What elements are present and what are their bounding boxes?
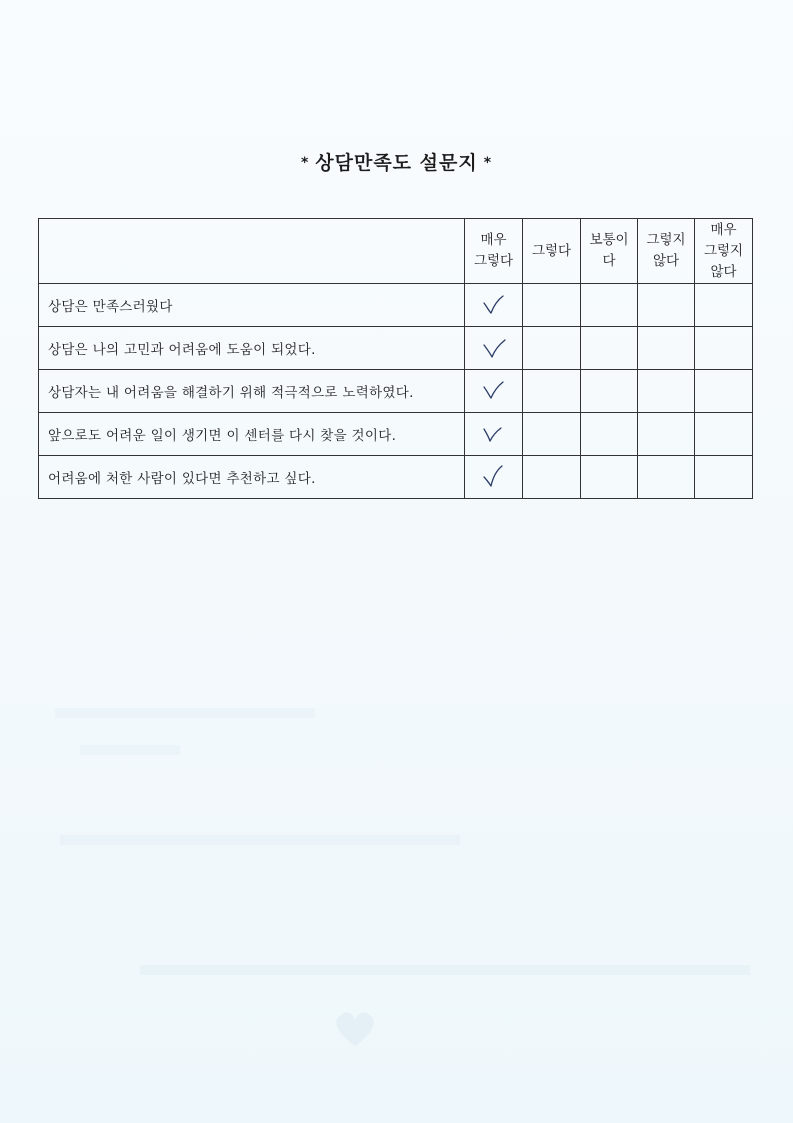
- faded-bleedthrough-line: [80, 745, 180, 755]
- question-row: [39, 327, 753, 370]
- check-icon: [465, 422, 522, 446]
- check-icon: [465, 465, 522, 489]
- faded-bleedthrough-line: [55, 708, 315, 718]
- column-header-agree: [523, 219, 581, 284]
- rating-cell[interactable]: [523, 413, 581, 456]
- header-line: 않다: [652, 253, 680, 269]
- header-line: 그렇다: [473, 253, 514, 269]
- faded-logo-icon: [330, 1008, 380, 1048]
- rating-cell[interactable]: [638, 456, 695, 499]
- rating-cell[interactable]: [523, 284, 581, 327]
- rating-cell[interactable]: [638, 284, 695, 327]
- check-icon: [465, 336, 522, 360]
- header-line: 매우: [480, 232, 507, 248]
- question-text: 앞으로도 어려운 일이 생기면 이 센터를 다시 찾을 것이다.: [39, 413, 465, 456]
- header-line: 그렇지: [703, 242, 744, 259]
- check-icon: [465, 293, 522, 317]
- rating-cell[interactable]: [581, 413, 638, 456]
- header-line: 그렇지: [646, 232, 686, 248]
- title-star-right: *: [483, 155, 493, 171]
- question-text: 상담은 만족스러웠다: [39, 284, 465, 327]
- rating-cell[interactable]: [638, 413, 695, 456]
- rating-cell[interactable]: [523, 370, 581, 413]
- header-line: 다: [602, 253, 616, 269]
- column-header-very-disagree: [695, 219, 753, 284]
- column-header-neutral: [581, 219, 638, 284]
- question-text: 상담자는 내 어려움을 해결하기 위해 적극적으로 노력하였다.: [39, 370, 465, 413]
- rating-cell[interactable]: [465, 456, 523, 499]
- rating-cell[interactable]: [638, 327, 695, 370]
- header-line: 보통이: [589, 232, 629, 248]
- header-line: 않다: [710, 263, 737, 280]
- question-row: [39, 456, 753, 499]
- faded-bleedthrough-line: [140, 965, 750, 975]
- question-header-cell: [39, 219, 465, 284]
- title-text: 상담만족도 설문지: [315, 152, 478, 174]
- rating-cell[interactable]: [581, 284, 638, 327]
- question-text: 어려움에 처한 사람이 있다면 추천하고 싶다.: [39, 456, 465, 499]
- rating-cell[interactable]: [465, 327, 523, 370]
- question-text: 상담은 나의 고민과 어려움에 도움이 되었다.: [39, 327, 465, 370]
- faded-bleedthrough-line: [60, 835, 460, 845]
- rating-cell[interactable]: [581, 456, 638, 499]
- rating-cell[interactable]: [465, 370, 523, 413]
- rating-cell[interactable]: [581, 370, 638, 413]
- question-row: [39, 413, 753, 456]
- rating-cell[interactable]: [465, 284, 523, 327]
- title-star-left: *: [300, 155, 310, 171]
- rating-cell[interactable]: [523, 456, 581, 499]
- page-title: [0, 148, 793, 175]
- rating-cell[interactable]: [695, 284, 753, 327]
- question-row: [39, 370, 753, 413]
- survey-body: [39, 284, 753, 499]
- header-line: 그렇다: [531, 242, 572, 259]
- question-row: [39, 284, 753, 327]
- column-header-disagree: [638, 219, 695, 284]
- rating-cell[interactable]: [581, 327, 638, 370]
- header-line: 매우: [710, 221, 737, 238]
- rating-cell[interactable]: [695, 370, 753, 413]
- check-icon: [465, 379, 522, 403]
- rating-cell[interactable]: [695, 327, 753, 370]
- rating-cell[interactable]: [695, 456, 753, 499]
- column-header-very-agree: [465, 219, 523, 284]
- rating-cell[interactable]: [523, 327, 581, 370]
- rating-cell[interactable]: [695, 413, 753, 456]
- satisfaction-survey-table: [38, 218, 753, 499]
- rating-cell[interactable]: [638, 370, 695, 413]
- rating-cell[interactable]: [465, 413, 523, 456]
- header-row: [39, 219, 753, 284]
